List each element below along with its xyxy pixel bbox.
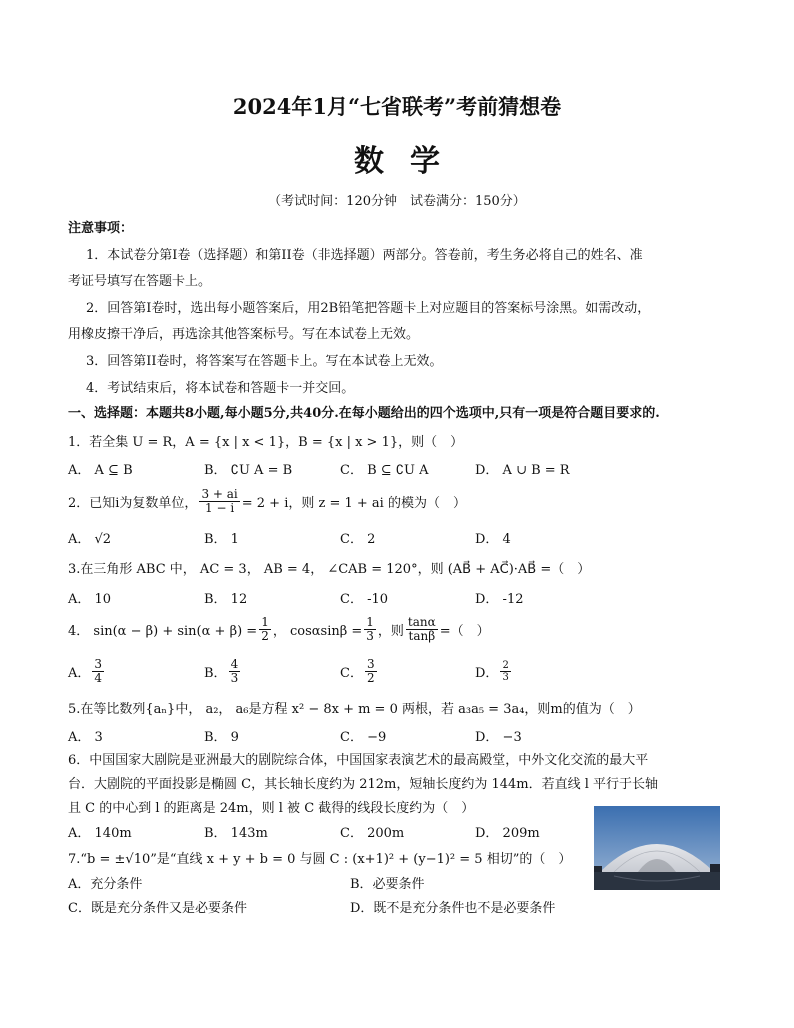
question-4-option-a-frac [92, 658, 104, 685]
question-4-option-c-num: 3 [366, 656, 375, 671]
question-4-option-d-frac [500, 660, 510, 683]
question-4-fraction-2-den: 3 [366, 628, 374, 643]
tree-right [710, 864, 720, 872]
question-4-option-d [475, 654, 513, 688]
notice-item-2-cont: 用橡皮擦干净后，再选涂其他答案标号。写在本试卷上无效。 [68, 327, 420, 342]
question-4-option-a-label: A． [68, 665, 91, 681]
question-2-fraction-num: 3 + ai [201, 486, 238, 501]
question-2-option-c: C． 2 [340, 532, 376, 547]
notice-heading: 注意事项： [68, 221, 134, 236]
question-6-line-2: 台．大剧院的平面投影是椭圆 C，其长轴长度约为 212m，短轴长度约为 144m．若直线 l 平行于长轴 [68, 777, 659, 792]
exam-title: 2024年1月“七省联考”考前猜想卷 [232, 94, 562, 119]
question-4-fraction-3-den: tanβ [408, 628, 436, 643]
question-1-option-c: C． B ⊆ ∁U A [340, 463, 429, 478]
question-4-option-b-frac [229, 658, 241, 685]
question-2-fraction [199, 488, 239, 515]
question-6-option-d: D． 209m [475, 826, 540, 841]
question-3-option-c: C． -10 [340, 592, 389, 607]
question-3-option-a: A． 10 [68, 592, 112, 607]
question-5-option-a: A． 3 [68, 730, 103, 745]
question-4-mid2: ，则 [377, 623, 404, 639]
question-2-option-d: D． 4 [475, 532, 511, 547]
question-4-pre: 4． sin(α − β) + sin(α + β) = [68, 623, 258, 639]
question-7-stem: 7.“b = ±√10”是“直线 x + y + b = 0 与圆 C : (x+1)² + (y−1)² = 5 相切”的（ ） [68, 852, 572, 867]
grand-theater-photo [594, 806, 720, 890]
question-4-fraction-2-num: 1 [366, 614, 374, 629]
question-7-option-c: C．既是充分条件又是必要条件 [68, 901, 247, 916]
question-3-option-b: B． 12 [204, 592, 248, 607]
question-4-option-d-num: 2 [502, 659, 509, 671]
question-4-option-a-num: 3 [94, 656, 103, 671]
question-4-fraction-3 [406, 616, 438, 643]
question-2-stem [68, 484, 466, 518]
question-5-option-b: B． 9 [204, 730, 239, 745]
subject-title: 数学 [354, 144, 466, 179]
question-5-option-d: D． −3 [475, 730, 522, 745]
question-4-option-b [204, 654, 242, 688]
question-2-option-b: B． 1 [204, 532, 239, 547]
question-4-option-a-den: 4 [94, 670, 103, 685]
question-4-option-d-label: D． [475, 665, 499, 681]
notice-item-1: 1．本试卷分第I卷（选择题）和第II卷（非选择题）两部分。答卷前，考生务必将自己的姓名、准 [86, 248, 643, 263]
question-6-line-3: 且 C 的中心到 l 的距离是 24m，则 l 被 C 截得的线段长度约为（ ） [68, 801, 475, 816]
question-2-option-a: A． √2 [68, 532, 112, 547]
question-1-option-d: D． A ∪ B = R [475, 463, 570, 478]
question-4-fraction-2 [364, 616, 376, 643]
question-2-fraction-den: 1 − i [205, 500, 235, 515]
question-1-option-a: A． A ⊆ B [68, 463, 133, 478]
question-4-fraction-3-num: tanα [407, 614, 436, 629]
question-2-pre: 2．已知i为复数单位， [68, 495, 198, 511]
notice-item-4: 4．考试结束后，将本试卷和答题卡一并交回。 [86, 381, 355, 396]
section-heading: 一、选择题：本题共8小题,每小题5分,共40分.在每小题给出的四个选项中,只有一项是符合题目要求的. [68, 406, 660, 421]
question-6-option-a: A． 140m [68, 826, 132, 841]
question-7-option-d: D．既不是充分条件也不是必要条件 [350, 901, 556, 916]
notice-item-3: 3．回答第II卷时，将答案写在答题卡上。写在本试卷上无效。 [86, 354, 443, 369]
question-6-option-c: C． 200m [340, 826, 405, 841]
grand-theater-illustration [594, 806, 720, 890]
question-1-stem: 1．若全集 U = R，A = {x | x < 1}，B = {x | x > 1}，则（ ） [68, 435, 464, 450]
question-4-option-c-frac [365, 658, 377, 685]
question-5-stem: 5.在等比数列{aₙ}中， a₂， a₆是方程 x² − 8x + m = 0 两根，若 a₃a₅ = 3a₄，则m的值为（ ） [68, 702, 641, 717]
question-4-option-a [68, 654, 106, 688]
question-4-post: =（ ） [439, 623, 490, 639]
question-4-option-b-den: 3 [230, 670, 239, 685]
question-4-fraction-1-num: 1 [261, 614, 269, 629]
question-4-option-c [340, 654, 379, 688]
question-4-option-b-label: B． [204, 665, 227, 681]
question-4-mid: ， cosαsinβ = [272, 623, 363, 639]
question-4-option-d-den: 3 [502, 671, 509, 683]
question-2-post: = 2 + i，则 z = 1 + ai 的模为（ ） [241, 495, 466, 511]
question-1-option-b: B． ∁U A = B [204, 463, 293, 478]
question-7-option-b: B．必要条件 [350, 877, 425, 892]
question-3-stem: 3.在三角形 ABC 中， AC = 3， AB = 4， ∠CAB = 120°，则 (AB⃗ + AC⃗)·AB⃗ =（ ） [68, 562, 591, 577]
question-4-option-b-num: 4 [230, 656, 239, 671]
question-4-stem [68, 612, 490, 646]
notice-item-2: 2．回答第I卷时，选出每小题答案后，用2B铅笔把答题卡上对应题目的答案标号涂黑。如需改动， [86, 301, 651, 316]
question-4-fraction-1 [259, 616, 271, 643]
question-4-option-c-den: 2 [366, 670, 375, 685]
question-4-option-c-label: C． [340, 665, 363, 681]
question-3-option-d: D． -12 [475, 592, 524, 607]
tree-left [594, 866, 602, 872]
question-5-option-c: C． −9 [340, 730, 387, 745]
notice-item-1-cont: 考证号填写在答题卡上。 [68, 274, 212, 289]
question-6-line-1: 6．中国国家大剧院是亚洲最大的剧院综合体，中国国家表演艺术的最高殿堂，中外文化交流的最大平 [68, 753, 649, 768]
question-4-fraction-1-den: 2 [261, 628, 269, 643]
exam-meta: （考试时间：120分钟 试卷满分：150分） [268, 194, 526, 209]
question-6-option-b: B． 143m [204, 826, 268, 841]
question-7-option-a: A．充分条件 [68, 877, 143, 892]
